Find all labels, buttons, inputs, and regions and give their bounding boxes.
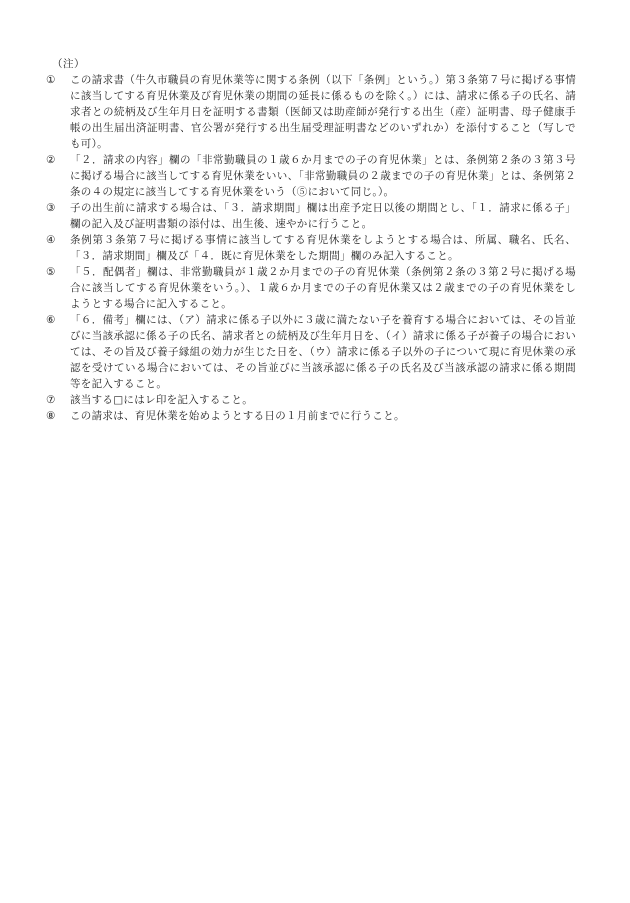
note-item-4: [46, 232, 576, 264]
note-number: ⑥: [46, 314, 56, 326]
notes-list: [46, 72, 576, 424]
note-text: この請求は、育児休業を始めようとする日の１月前までに行うこと。: [70, 410, 405, 422]
note-text: この請求書（牛久市職員の育児休業等に関する条例（以下「条例」という。）第３条第７号に掲げる事情に該当してする育児休業及び育児休業の期間の延長に係るものを除く。）には、請求に係る子の氏名、請求者との続柄及び生年月日を証明する書類（医師又は助産師が発行する出生（産）証明書、母子健康手帳の出生届出済証明書、官公署が発行する出生届受理証明書などのいずれか）を添付すること（写しでも可）。: [70, 74, 576, 150]
note-item-3: [46, 200, 576, 232]
note-number: ⑦: [46, 394, 56, 406]
notes-heading: （注）: [52, 58, 85, 70]
note-text: 「６．備考」欄には、（ア）請求に係る子以外に３歳に満たない子を養育する場合においては、その旨並びに当該承認に係る子の氏名、請求者との続柄及び生年月日を、（イ）請求に係る子が養子の場合においては、その旨及び養子縁組の効力が生じた日を、（ウ）請求に係る子以外の子について現に育児休業の承認を受けている場合においては、その旨並びに当該承認に係る子の氏名及び当該承認の請求に係る期間等を記入すること。: [70, 314, 576, 390]
note-item-6: [46, 312, 576, 392]
note-number: ②: [46, 154, 56, 166]
note-item-7: [46, 392, 576, 408]
note-text: 条例第３条第７号に掲げる事情に該当してする育児休業をしようとする場合は、所属、職名、氏名、「３．請求期間」欄及び「４．既に育児休業をした期間」欄のみ記入すること。: [70, 234, 576, 262]
notes-section: [46, 56, 576, 424]
note-number: ⑤: [46, 266, 56, 278]
note-number: ①: [46, 74, 56, 86]
note-item-8: [46, 408, 576, 424]
note-text: 子の出生前に請求する場合は、「３．請求期間」欄は出産予定日以後の期間とし、「１．請求に係る子」欄の記入及び証明書類の添付は、出生後、速やかに行うこと。: [70, 202, 576, 230]
note-item-5: [46, 264, 576, 312]
note-item-1: [46, 72, 576, 152]
note-text: 該当する□にはレ印を記入すること。: [70, 394, 254, 406]
note-number: ③: [46, 202, 56, 214]
note-number: ⑧: [46, 410, 56, 422]
note-item-2: [46, 152, 576, 200]
note-text: 「５．配偶者」欄は、非常勤職員が１歳２か月までの子の育児休業（条例第２条の３第２号に掲げる場合に該当してする育児休業をいう。）、１歳６か月までの子の育児休業又は２歳までの子の育児休業をしようとする場合に記入すること。: [70, 266, 576, 310]
note-number: ④: [46, 234, 56, 246]
note-text: 「２．請求の内容」欄の「非常勤職員の１歳６か月までの子の育児休業」とは、条例第２条の３第３号に掲げる場合に該当してする育児休業をいい、「非常勤職員の２歳までの子の育児休業」とは、条例第２条の４の規定に該当してする育児休業をいう（⑤において同じ。）。: [70, 154, 576, 198]
